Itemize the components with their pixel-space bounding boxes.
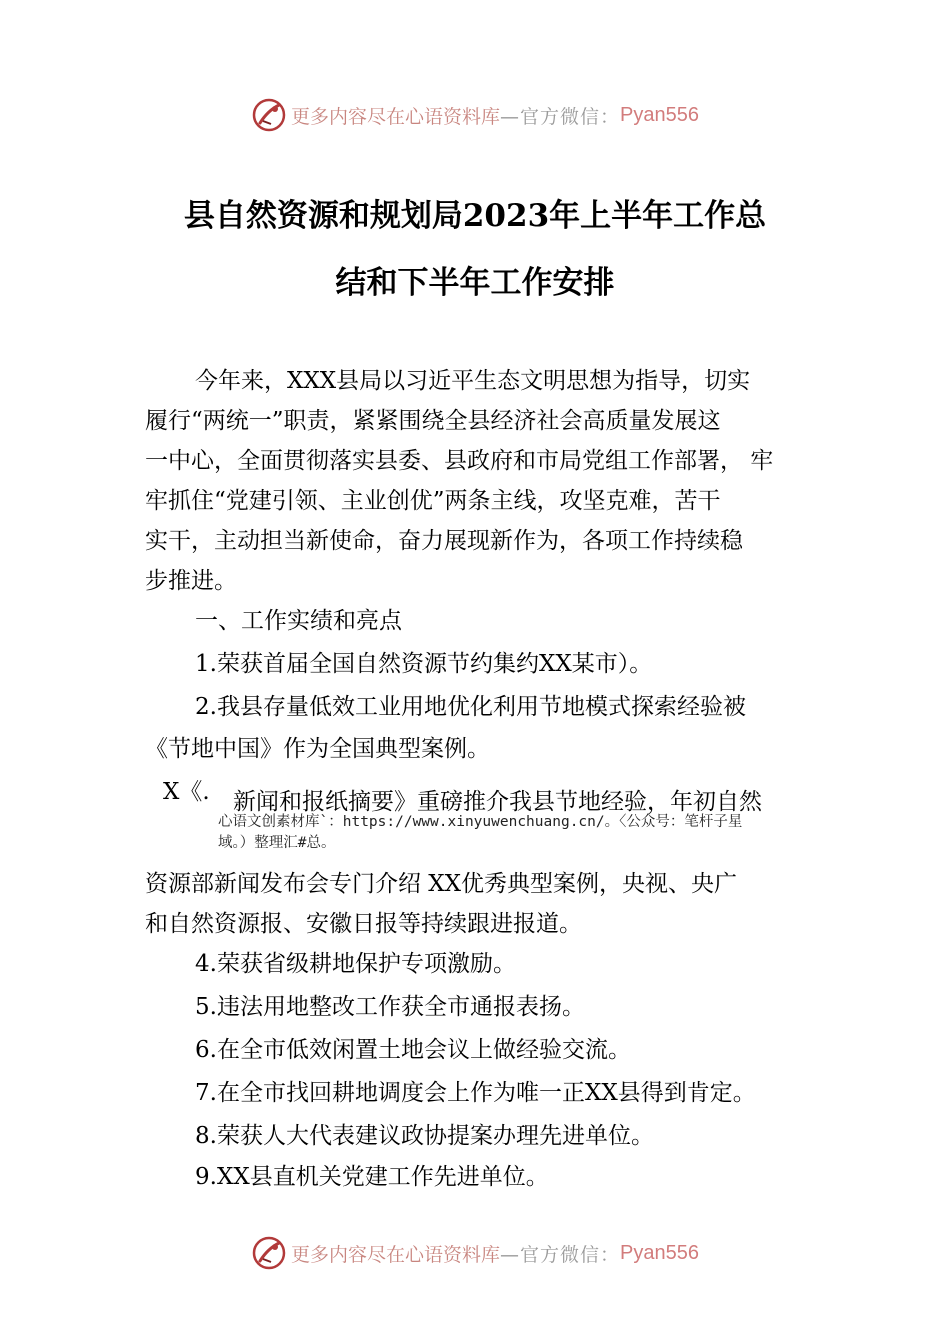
item-4: 4.荣获省级耕地保护专项激励。 — [195, 951, 516, 977]
item-1: 1.荣获首届全国自然资源节约集约XX某市）。 — [195, 651, 653, 677]
banner-wechat-id: Pyan556 — [620, 1241, 699, 1264]
item-8: 8.荣获人大代表建议政协提案办理先进单位。 — [195, 1123, 654, 1149]
item-6: 6.在全市低效闲置土地会议上做经验交流。 — [195, 1037, 631, 1063]
document-title-line2: 结和下半年工作安排 — [335, 265, 615, 301]
section-heading-1: 一、工作实绩和亮点 — [195, 608, 402, 634]
watermark-note-line-2: 域。）整理汇#总。 — [218, 835, 336, 851]
banner-prefix: 更多内容尽在心语资料库 — [291, 105, 501, 128]
header-banner — [0, 95, 950, 135]
intro-line-2: 履行“两统一”职责，紧紧围绕全县经济社会高质量发展这 — [145, 408, 721, 434]
item-9: 9.XX县直机关党建工作先进单位。 — [195, 1164, 549, 1190]
watermark-note-line-1: 心语文创素材库`：https://www.xinyuwenchuang.cn/。〈公众号：笔杆子星 — [218, 814, 743, 830]
item-3-line-3: 和自然资源报、安徽日报等持续跟进报道。 — [145, 911, 582, 937]
item-3-prefix: X《. — [163, 779, 210, 805]
banner-middle: —官方微信： — [500, 1243, 621, 1266]
document-title-line1: 县自然资源和规划局2023年上半年工作总 — [183, 198, 767, 234]
item-2-line-1: 2.我县存量低效工业用地优化利用节地模式探索经验被 — [195, 694, 746, 720]
intro-line-4: 牢抓住“党建引领、主业创优”两条主线，攻坚克难，苦干 — [145, 488, 721, 514]
brush-logo-icon — [251, 1235, 287, 1271]
intro-line-1: 今年来，XXX县局以习近平生态文明思想为指导，切实 — [195, 368, 751, 394]
item-2-line-2: 《节地中国》作为全国典型案例。 — [145, 736, 490, 762]
item-5: 5.违法用地整改工作获全市通报表扬。 — [195, 994, 585, 1020]
banner-prefix: 更多内容尽在心语资料库 — [291, 1243, 501, 1266]
intro-line-3: 一中心，全面贯彻落实县委、县政府和市局党组工作部署， 牢 — [145, 448, 774, 474]
item-3-line-1: 新闻和报纸摘要》重磅推介我县节地经验，年初自然 — [233, 789, 762, 815]
item-7: 7.在全市找回耕地调度会上作为唯一正XX县得到肯定。 — [195, 1080, 756, 1106]
footer-banner — [0, 1233, 950, 1273]
intro-line-6: 步推进。 — [145, 568, 237, 594]
brush-logo-icon — [251, 97, 287, 133]
item-3-line-2: 资源部新闻发布会专门介绍 XX优秀典型案例，央视、央广 — [145, 871, 738, 897]
banner-wechat-id: Pyan556 — [620, 103, 699, 126]
banner-middle: —官方微信： — [500, 105, 621, 128]
intro-line-5: 实干，主动担当新使命，奋力展现新作为，各项工作持续稳 — [145, 528, 743, 554]
